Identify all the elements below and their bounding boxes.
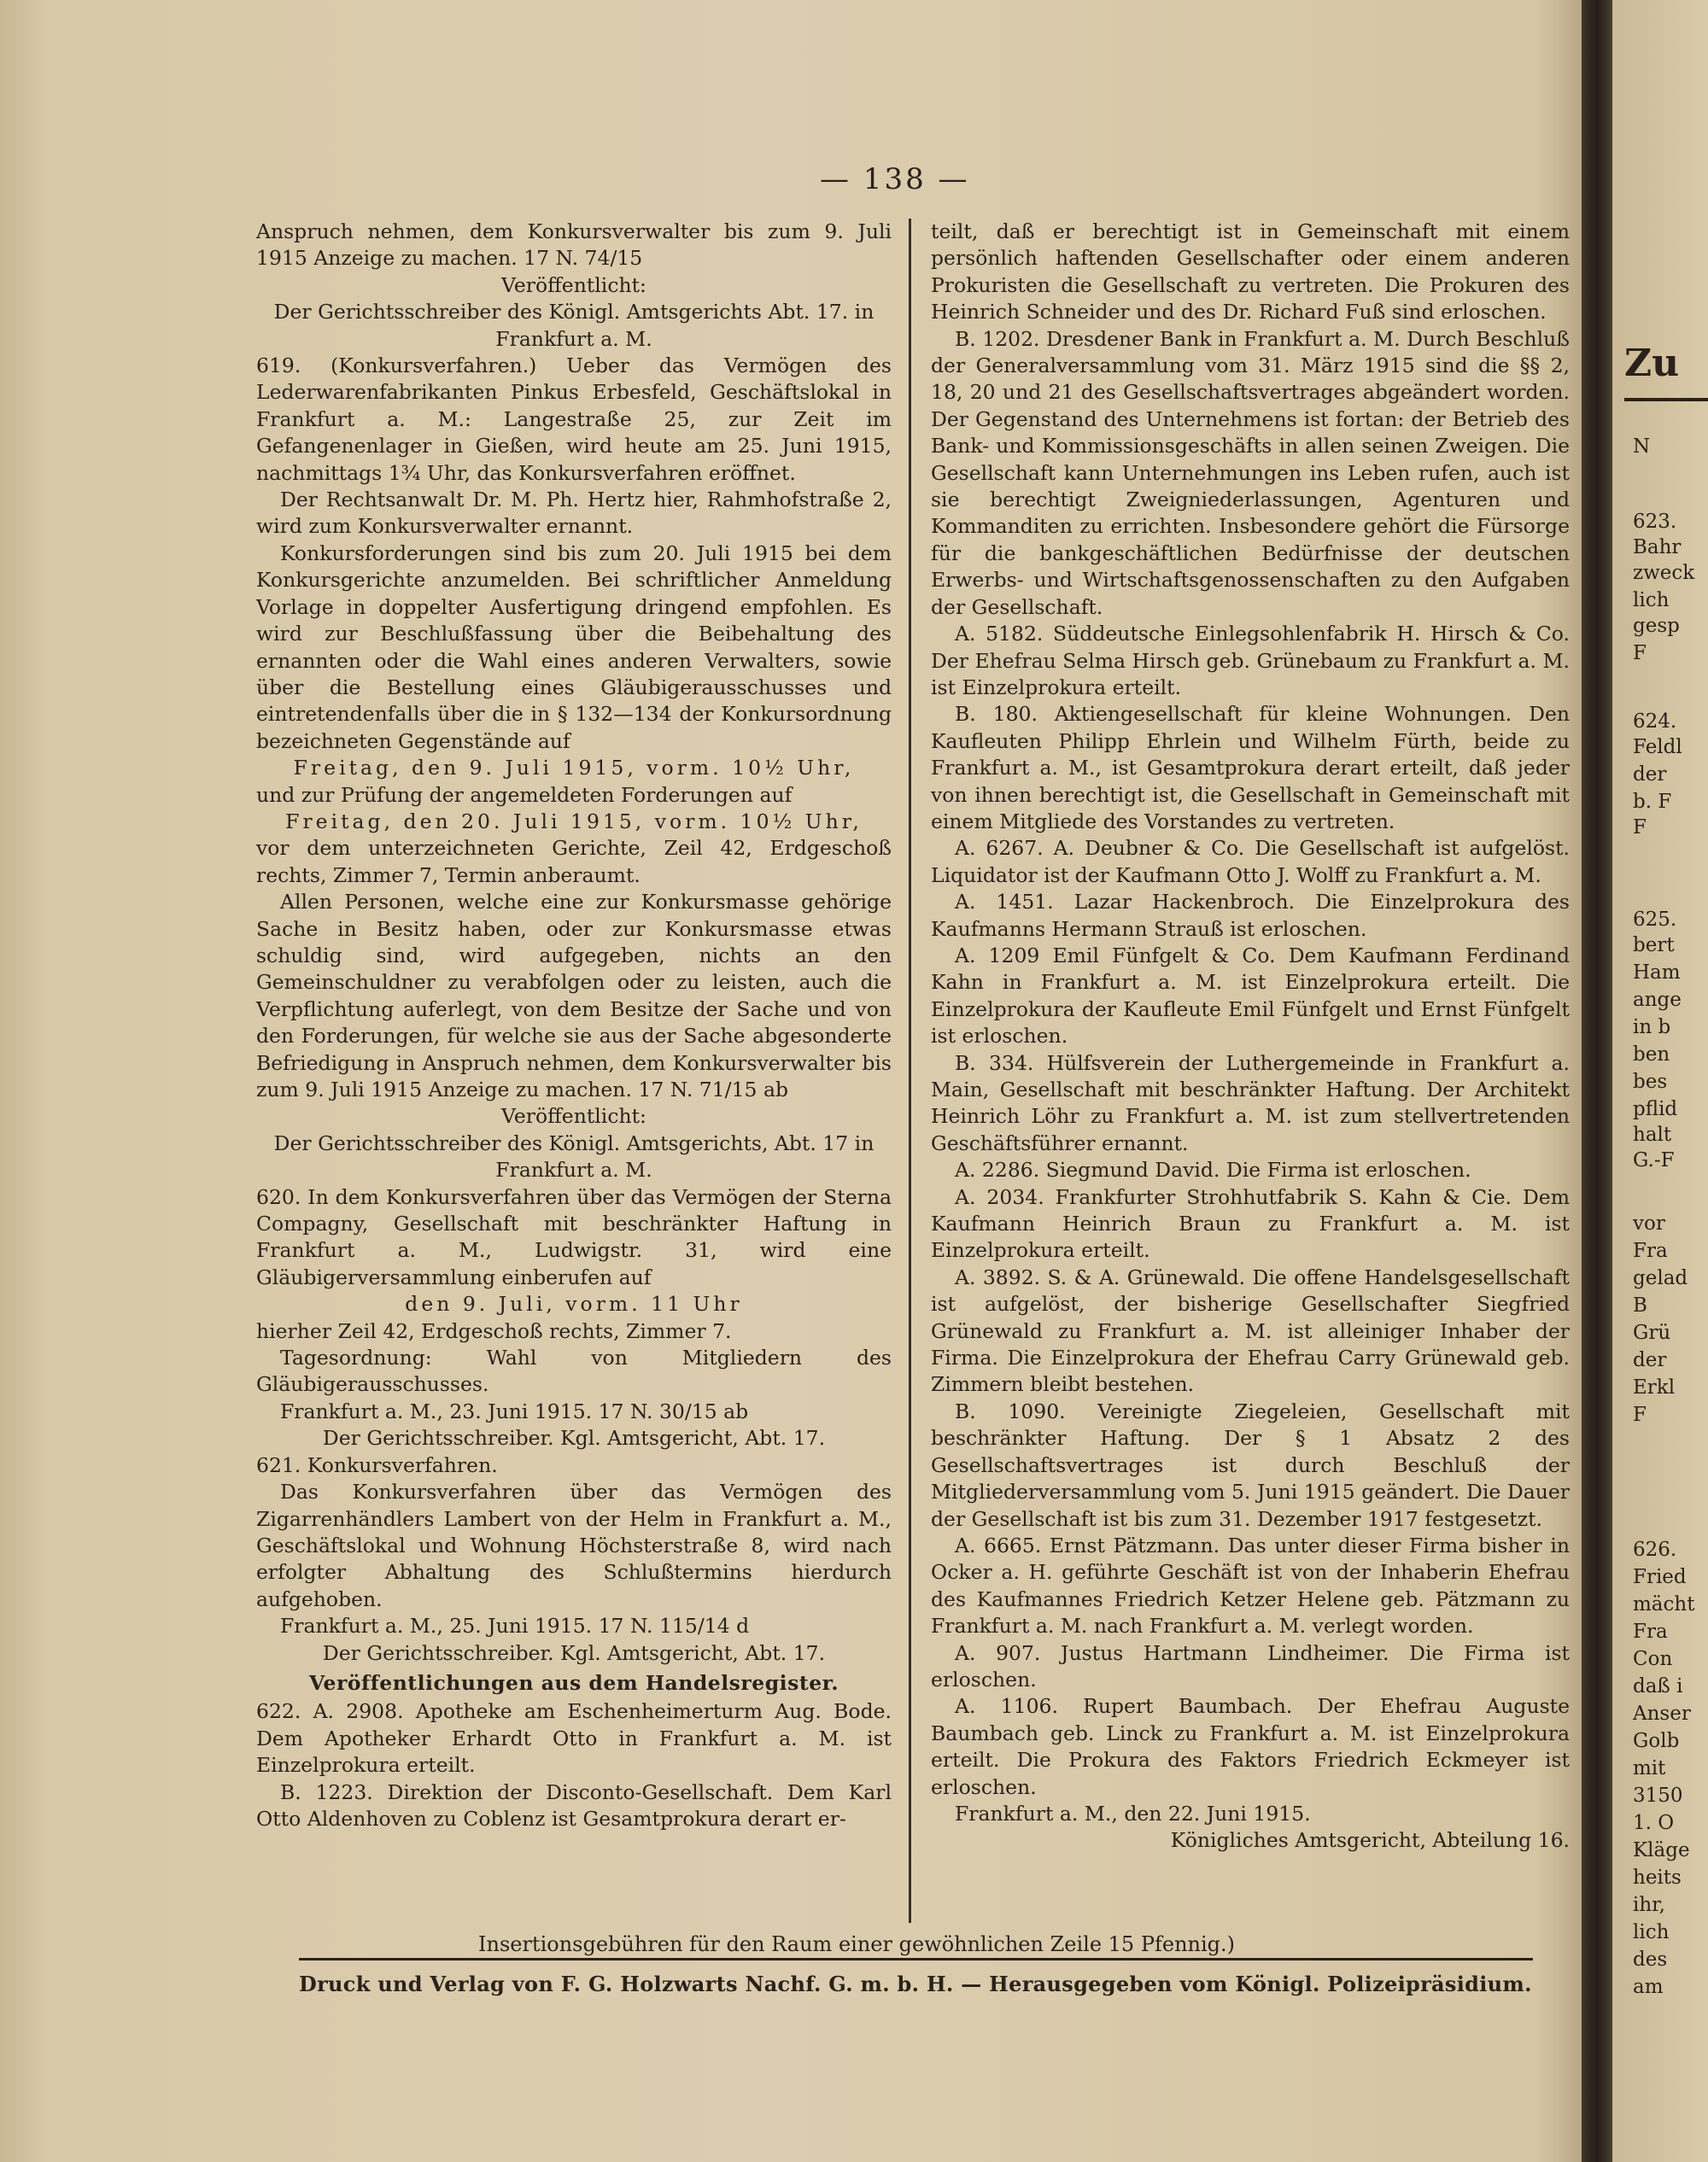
adjacent-page-line: Grü [1633,1322,1671,1344]
adjacent-page-header: Zu [1624,342,1680,385]
insertion-fee-notice: Insertionsgebühren für den Raum einer gewöhnlichen Zeile 15 Pfennig.) [478,1932,1236,1956]
right_column-paragraph: teilt, daß er berechtigt ist in Gemeinschaft mit einem persönlich haftenden Gesellschafter oder einem anderen Prokuristen die Gesellschaft zu vertreten. Die Prokuren des Heinrich Schneider und des Dr. Richard Fuß sind erloschen. [931,219,1570,324]
left_column-paragraph: 619. (Konkursverfahren.) Ueber das Vermögen des Lederwarenfabrikanten Pinkus Erbesfeld, Geschäftslokal in Frankfurt a. M.: Langestraße 25, zur Zeit im Gefangenenlager in Gießen, wird heute am 25. Juni 1915, nachmittags 1¾ Uhr, das Konkursverfahren eröffnet. [256,354,892,485]
adjacent-page-line: gelad [1633,1267,1688,1289]
left_column-paragraph: den 9. Juli, vorm. 11 Uhr [405,1292,743,1317]
left_column-paragraph: Tagesordnung: Wahl von Mitgliedern des Gläubigerausschusses. [256,1346,892,1397]
left_column-paragraph: Veröffentlichungen aus dem Handelsregister. [308,1670,839,1695]
adjacent-page-line: zweck [1633,562,1695,584]
adjacent-page-line: bes [1633,1071,1668,1093]
adjacent-page-line: vor [1633,1212,1665,1235]
column-divider [909,219,911,1923]
book-gutter [1582,0,1612,2162]
left_column-paragraph: Konkursforderungen sind bis zum 20. Juli 1915 bei dem Konkursgerichte anzumelden. Bei schriftlicher Anmeldung Vorlage in doppelter Ausfertigung dringend empfohlen. Es wird zur Beschlußfassung über die Beibehaltung des ernannten oder die Wahl eines anderen Verwalters, sowie über die Bestellung eines Gläubigerausschusses und eintretendenfalls über die in § 132—134 der Konkursordnung bezeichneten Gegenstände auf [256,540,892,753]
adjacent-page-line: Kläge [1633,1839,1690,1861]
left_column-paragraph: Anspruch nehmen, dem Konkursverwalter bis zum 9. Juli 1915 Anzeige zu machen. 17 N. 74/15 [256,219,892,271]
adjacent-page-line: mächt [1633,1593,1695,1616]
left_column-paragraph: 620. In dem Konkursverfahren über das Vermögen der Sterna Compagny, Gesellschaft mit beschränkter Haftung in Frankfurt a. M., Ludwigstr. 31, wird eine Gläubigerversammlung einberufen auf [256,1184,892,1289]
left_column-paragraph: Der Gerichtsschreiber des Königl. Amtsgerichts Abt. 17. in Frankfurt a. M. [273,300,874,351]
adjacent-page-rule [1624,398,1708,401]
left_column-paragraph: Freitag, den 20. Juli 1915, vorm. 10½ Uhr, [285,809,863,833]
right_column-paragraph: Frankfurt a. M., den 22. Juni 1915. [955,1801,1311,1826]
adjacent-page-line: am [1633,1976,1664,1998]
left_column-paragraph: Der Gerichtsschreiber. Kgl. Amtsgericht, Abt. 17. [322,1426,826,1451]
left_column-paragraph: 622. A. 2908. Apotheke am Eschenheimerturm Aug. Bode. Dem Apotheker Erhardt Otto in Frankfurt a. M. ist Einzelprokura erteilt. [256,1699,892,1778]
adjacent-page-line: B [1633,1294,1647,1317]
left_column-paragraph: und zur Prüfung der angemeldeten Forderungen auf [256,782,793,807]
adjacent-page-line: lich [1633,1921,1670,1943]
adjacent-page-line: in b [1633,1016,1671,1038]
adjacent-page-line: Fra [1633,1621,1668,1643]
adjacent-page-line: des [1633,1949,1668,1971]
adjacent-page-line: F [1633,642,1647,664]
right_column-paragraph: A. 907. Justus Hartmann Lindheimer. Die Firma ist erloschen. [931,1640,1570,1692]
adjacent-page-line: lich [1633,589,1670,611]
imprint-line: Druck und Verlag von F. G. Holzwarts Nachf. G. m. b. H. — Herausgegeben vom Königl. Polizeipräsidium. [299,1972,1532,1996]
right_column-paragraph: A. 1106. Rupert Baumbach. Der Ehefrau Auguste Baumbach geb. Linck zu Frankfurt a. M. ist Einzelprokura erteilt. Die Prokura des Faktors Friedrich Eckmeyer ist erloschen. [931,1694,1570,1799]
adjacent-page-line: Anser [1633,1703,1691,1725]
adjacent-page-line: b. F [1633,791,1672,813]
right_column-paragraph: B. 1202. Dresdener Bank in Frankfurt a. M. Durch Beschluß der Generalversammlung vom 31. März 1915 sind die §§ 2, 18, 20 und 21 des Gesellschaftsvertrages abgeändert worden. Der Gegenstand des Unternehmens ist fortan: der Betrieb des Bank- und Kommissionsgeschäfts in allen seinen Zweigen. Die Gesellschaft kann Unternehmungen ins Leben rufen, auch ist sie berechtigt Zweigniederlassungen, Agenturen und Kommanditen zu errichten. Insbesondere gehört die Fürsorge für die bankgeschäftlichen Bedürfnisse der deutschen Erwerbs- und Wirtschaftsgenossenschaften zu den Aufgaben der Gesellschaft. [931,326,1570,619]
right-column [931,219,1570,1855]
right_column-paragraph: A. 6267. A. Deubner & Co. Die Gesellschaft ist aufgelöst. Liquidator ist der Kaufmann Otto J. Wolff zu Frankfurt a. M. [931,836,1570,887]
adjacent-page-fragment [1612,0,1708,2162]
right_column-paragraph: A. 3892. S. & A. Grünewald. Die offene Handelsgesellschaft ist aufgelöst, der bisherige Gesellschafter Siegfried Grünewald zu Frankfurt a. M. ist alleiniger Inhaber der Firma. Die Einzelprokura der Ehefrau Carry Grünewald geb. Zimmern bleibt bestehen. [931,1265,1570,1397]
right_column-paragraph: A. 6665. Ernst Pätzmann. Das unter dieser Firma bisher in Ocker a. H. geführte Geschäft ist von der Inhaberin Ehefrau des Kaufmannes Friedrich Ketzer Helene geb. Pätzmann zu Frankfurt a. M. nach Frankfurt a. M. verlegt worden. [931,1533,1570,1639]
adjacent-page-line: Golb [1633,1730,1680,1752]
adjacent-page-line: Ham [1633,961,1681,984]
adjacent-page-line: 1. O [1633,1812,1675,1834]
adjacent-page-line: G.-F [1633,1149,1675,1172]
adjacent-page-line: Erkl [1633,1376,1676,1399]
left_column-paragraph: Der Gerichtsschreiber des Königl. Amtsgerichts, Abt. 17 in Frankfurt a. M. [273,1131,874,1183]
left_column-paragraph: Allen Personen, welche eine zur Konkursmasse gehörige Sache in Besitz haben, oder zur Konkursmasse etwas schuldig sind, wird aufgegeben, nichts an den Gemeinschuldner zu verabfolgen oder zu leisten, auch die Verpflichtung auferlegt, von dem Besitze der Sache und von den Forderungen, für welche sie aus der Sache abgesonderte Befriedigung in Anspruch nehmen, dem Konkursverwalter bis zum 9. Juli 1915 Anzeige zu machen. 17 N. 71/15 ab [256,890,892,1101]
footer-divider [299,1958,1533,1960]
adjacent-page-line: 3150 [1633,1785,1683,1807]
left_column-paragraph: Das Konkursverfahren über das Vermögen des Zigarrenhändlers Lambert von der Helm in Frankfurt a. M., Geschäftslokal und Wohnung Höchsterstraße 8, wird nach erfolgter Abhaltung des Schlußtermins hierdurch aufgehoben. [256,1480,892,1611]
adjacent-page-line: Fra [1633,1240,1668,1262]
adjacent-page-line: ben [1633,1043,1670,1066]
adjacent-page-line: 625. [1633,909,1677,931]
adjacent-page-line: gesp [1633,615,1680,637]
adjacent-page-line: pflid [1633,1098,1678,1120]
left_column-paragraph: Freitag, den 9. Juli 1915, vorm. 10½ Uhr, [293,756,855,780]
left_column-paragraph: Der Gerichtsschreiber. Kgl. Amtsgericht, Abt. 17. [322,1640,826,1665]
right_column-paragraph: A. 2034. Frankfurter Strohhutfabrik S. Kahn & Cie. Dem Kaufmann Heinrich Braun zu Frankfurt a. M. ist Einzelprokura erteilt. [931,1184,1570,1263]
right_column-paragraph: A. 1209 Emil Fünfgelt & Co. Dem Kaufmann Ferdinand Kahn in Frankfurt a. M. ist Einzelprokura erteilt. Die Einzelprokura der Kaufleute Emil Fünfgelt und Ernst Fünfgelt ist erloschen. [931,943,1570,1049]
adjacent-page-line: halt [1633,1124,1672,1146]
left_column-paragraph: Der Rechtsanwalt Dr. M. Ph. Hertz hier, Rahmhofstraße 2, wird zum Konkursverwalter ernannt. [256,488,892,539]
adjacent-page-line: Bahr [1633,536,1682,558]
left_column-paragraph: hierher Zeil 42, Erdgeschoß rechts, Zimmer 7. [256,1318,732,1343]
adjacent-page-line: Feldl [1633,736,1682,758]
page-number: — 138 — [820,162,970,196]
right_column-paragraph: B. 180. Aktiengesellschaft für kleine Wohnungen. Den Kaufleuten Philipp Ehrlein und Wilhelm Fürth, beide zu Frankfurt a. M., ist Gesamtprokura derart erteilt, daß jeder von ihnen berechtigt ist, die Gesellschaft in Gemeinschaft mit einem Mitgliede des Vorstandes zu vertreten. [931,702,1570,833]
adjacent-page-line: 623. [1633,511,1677,533]
left_column-paragraph: B. 1223. Direktion der Disconto-Gesellschaft. Dem Karl Otto Aldenhoven zu Coblenz ist Gesamtprokura derart er- [256,1779,892,1831]
adjacent-page-line: F [1633,1404,1647,1426]
adjacent-page-line: ihr, [1633,1894,1665,1916]
adjacent-page-line: 624. [1633,710,1677,733]
adjacent-page-line: der [1633,1349,1667,1371]
left_column-paragraph: 621. Konkursverfahren. [256,1452,498,1477]
adjacent-page-line: 626. [1633,1539,1677,1561]
left_column-paragraph: vor dem unterzeichneten Gerichte, Zeil 42, Erdgeschoß rechts, Zimmer 7, Termin anberaumt. [256,836,892,887]
left-column [256,219,892,1832]
adjacent-page-line: F [1633,816,1647,839]
right_column-paragraph: A. 5182. Süddeutsche Einlegsohlenfabrik H. Hirsch & Co. Der Ehefrau Selma Hirsch geb. Grünebaum zu Frankfurt a. M. ist Einzelprokura erteilt. [931,622,1570,699]
left_column-paragraph: Veröffentlicht: [501,272,646,297]
adjacent-page-line: Fried [1633,1566,1687,1588]
adjacent-page-line: daß i [1633,1675,1683,1697]
right_column-paragraph: A. 1451. Lazar Hackenbroch. Die Einzelprokura des Kaufmanns Hermann Strauß ist erloschen. [931,890,1570,941]
adjacent-page-line: mit [1633,1757,1666,1779]
adjacent-page-line: bert [1633,934,1675,956]
left_column-paragraph: Frankfurt a. M., 25. Juni 1915. 17 N. 115/14 d [280,1614,750,1639]
adjacent-page-line: ange [1633,989,1682,1011]
right_column-paragraph: Königliches Amtsgericht, Abteilung 16. [1170,1828,1570,1853]
right_column-paragraph: A. 2286. Siegmund David. Die Firma ist erloschen. [955,1158,1471,1183]
adjacent-page-line: heits [1633,1867,1682,1889]
right_column-paragraph: B. 334. Hülfsverein der Luthergemeinde in Frankfurt a. Main, Gesellschaft mit beschränkter Haftung. Der Architekt Heinrich Löhr zu Frankfurt a. M. ist zum stellvertretenden Geschäftsführer ernannt. [931,1050,1570,1155]
left_column-paragraph: Frankfurt a. M., 23. Juni 1915. 17 N. 30/15 ab [280,1399,749,1423]
adjacent-page-line: der [1633,763,1667,786]
adjacent-page-line: Con [1633,1648,1673,1670]
adjacent-page-line: N [1633,435,1651,458]
left_column-paragraph: Veröffentlicht: [501,1104,646,1129]
right_column-paragraph: B. 1090. Vereinigte Ziegeleien, Gesellschaft mit beschränkter Haftung. Der § 1 Absatz 2 des Gesellschaftsvertrages ist durch Beschluß der Mitgliederversammlung vom 5. Juni 1915 geändert. Die Dauer der Gesellschaft ist bis zum 31. Dezember 1917 festgesetzt. [931,1399,1570,1531]
